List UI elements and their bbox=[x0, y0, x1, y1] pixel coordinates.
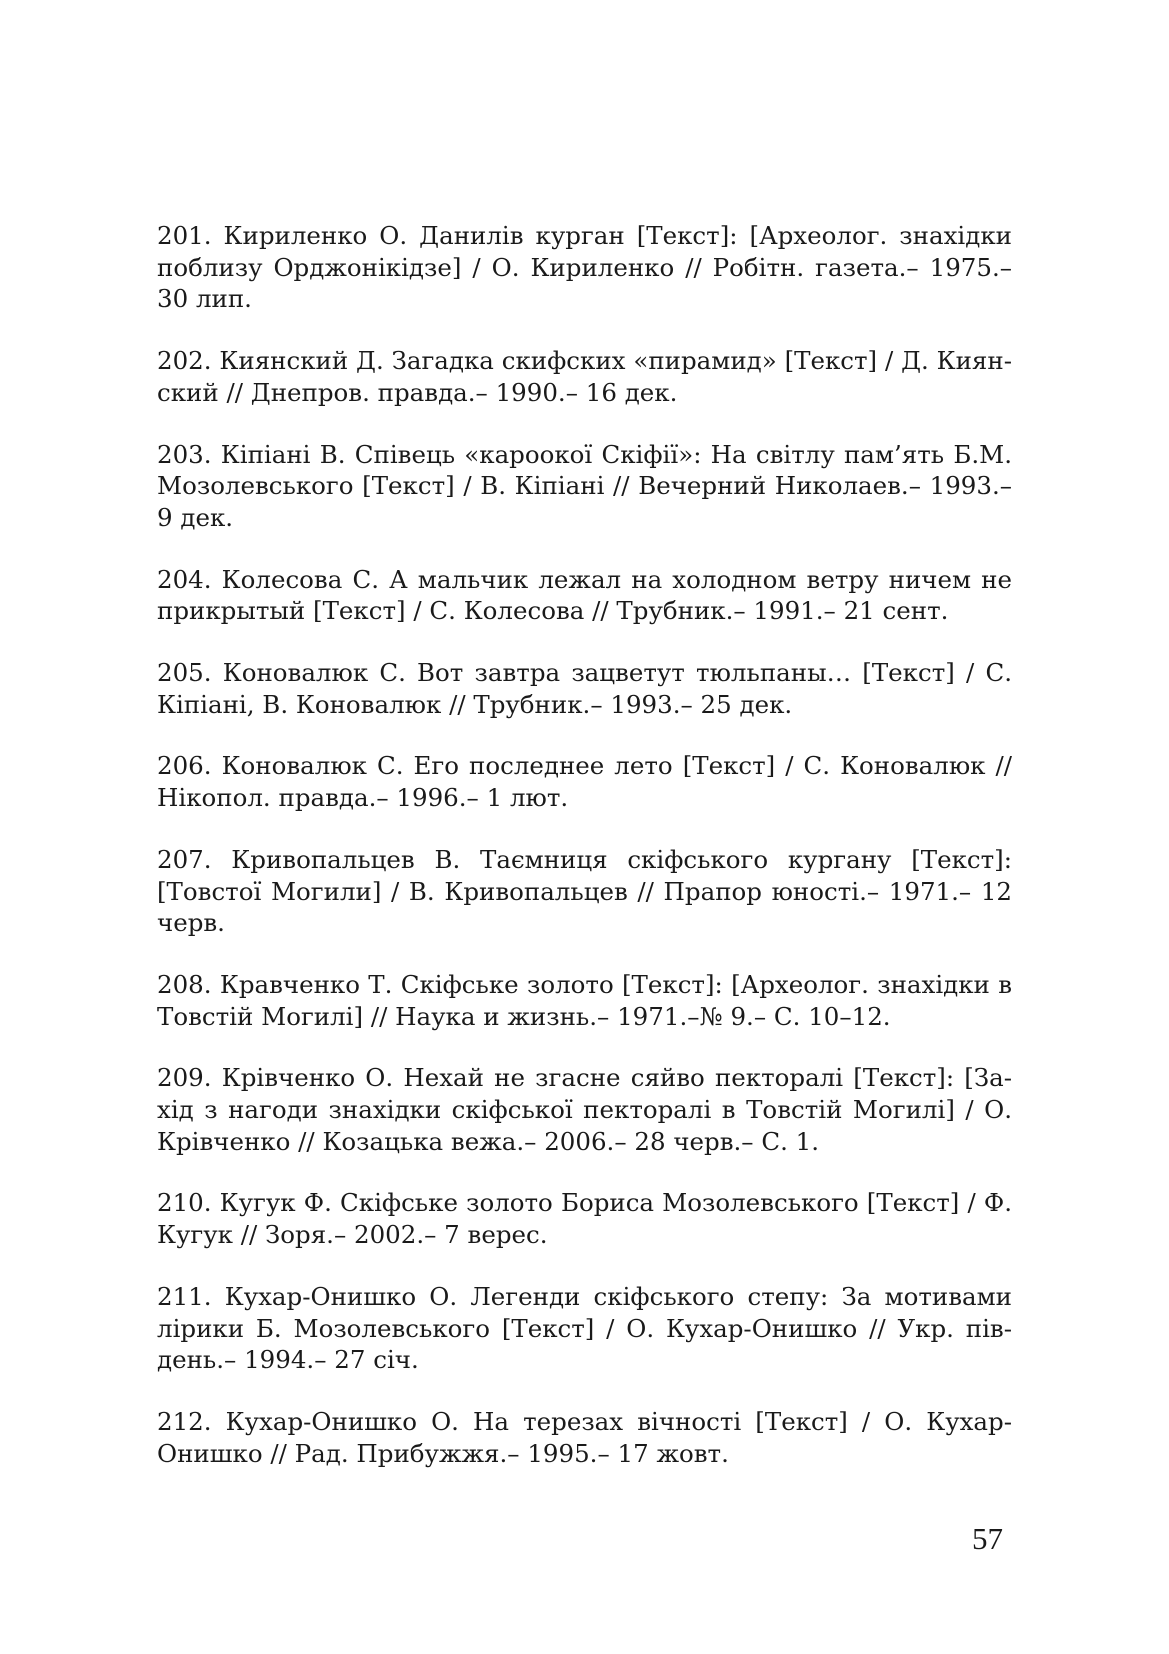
bibliography-entry-203: 203. Кіпіані В. Співець «кароокої Скіфії»: На світлу пам’ять Б.М. Мозолевського [Текст] / В. Кіпіані // Вечерний Николаев.– 1993.– 9 дек. bbox=[157, 439, 1012, 532]
bibliography-entry-207: 207. Кривопальцев В. Таємниця скіфського кургану [Текст]: [Товстої Могили] / В. Кривопальцев // Прапор юності.– 1971.– 12 черв. bbox=[157, 844, 1012, 938]
bibliography-entry-209: 209. Крівченко О. Нехай не згасне сяйво пекторалі [Текст]: [Захід з нагоди знахідки скіфської пекторалі в Товстій Могилі] / О. Крівченко // Козацька вежа.– 2006.– 28 черв.– С. 1. bbox=[157, 1063, 1012, 1156]
bibliography-entry-211: 211. Кухар-Онишко О. Легенди скіфського степу: За мотивами лірики Б. Мозолевського [Текст] / О. Кухар-Онишко // Укр. південь.– 1994.– 27 січ. bbox=[157, 1281, 1012, 1375]
bibliography-entry-210: 210. Кугук Ф. Скіфське золото Бориса Мозолевського [Текст] / Ф. Кугук // Зоря.– 2002.– 7 верес. bbox=[157, 1188, 1012, 1250]
bibliography-entry-206: 206. Коновалюк С. Его последнее лето [Текст] / С. Коновалюк // Нікопол. правда.– 1996.– 1 лют. bbox=[157, 751, 1012, 813]
bibliography-entry-212: 212. Кухар-Онишко О. На терезах вічності [Текст] / О. Кухар-Онишко // Рад. Прибужжя.– 1995.– 17 жовт. bbox=[157, 1406, 1012, 1468]
bibliography-entry-204: 204. Колесова С. А мальчик лежал на холодном ветру ничем не прикрытый [Текст] / С. Колесова // Трубник.– 1991.– 21 сент. bbox=[157, 564, 1012, 626]
bibliography-entry-208: 208. Кравченко Т. Скіфське золото [Текст]: [Археолог. знахідки в Товстій Могилі] // Наука и жизнь.– 1971.–№ 9.– С. 10–12. bbox=[157, 969, 1012, 1031]
bibliography-entry-201: 201. Кириленко О. Данилів курган [Текст]: [Археолог. знахідки поблизу Орджонікідзе] / О. Кириленко // Робітн. газета.– 1975.– 30 лип. bbox=[157, 221, 1012, 314]
bibliography-entry-205: 205. Коновалюк С. Вот завтра зацветут тюльпаны… [Текст] / С. Кіпіані, В. Коновалюк // Трубник.– 1993.– 25 дек. bbox=[157, 658, 1012, 719]
bibliography-list bbox=[157, 220, 1012, 1499]
bibliography-entry-202: 202. Киянский Д. Загадка скифских «пирамид» [Текст] / Д. Киянский // Днепров. правда.– 1990.– 16 дек. bbox=[157, 346, 1012, 407]
page-number: 57 bbox=[972, 1521, 1003, 1556]
